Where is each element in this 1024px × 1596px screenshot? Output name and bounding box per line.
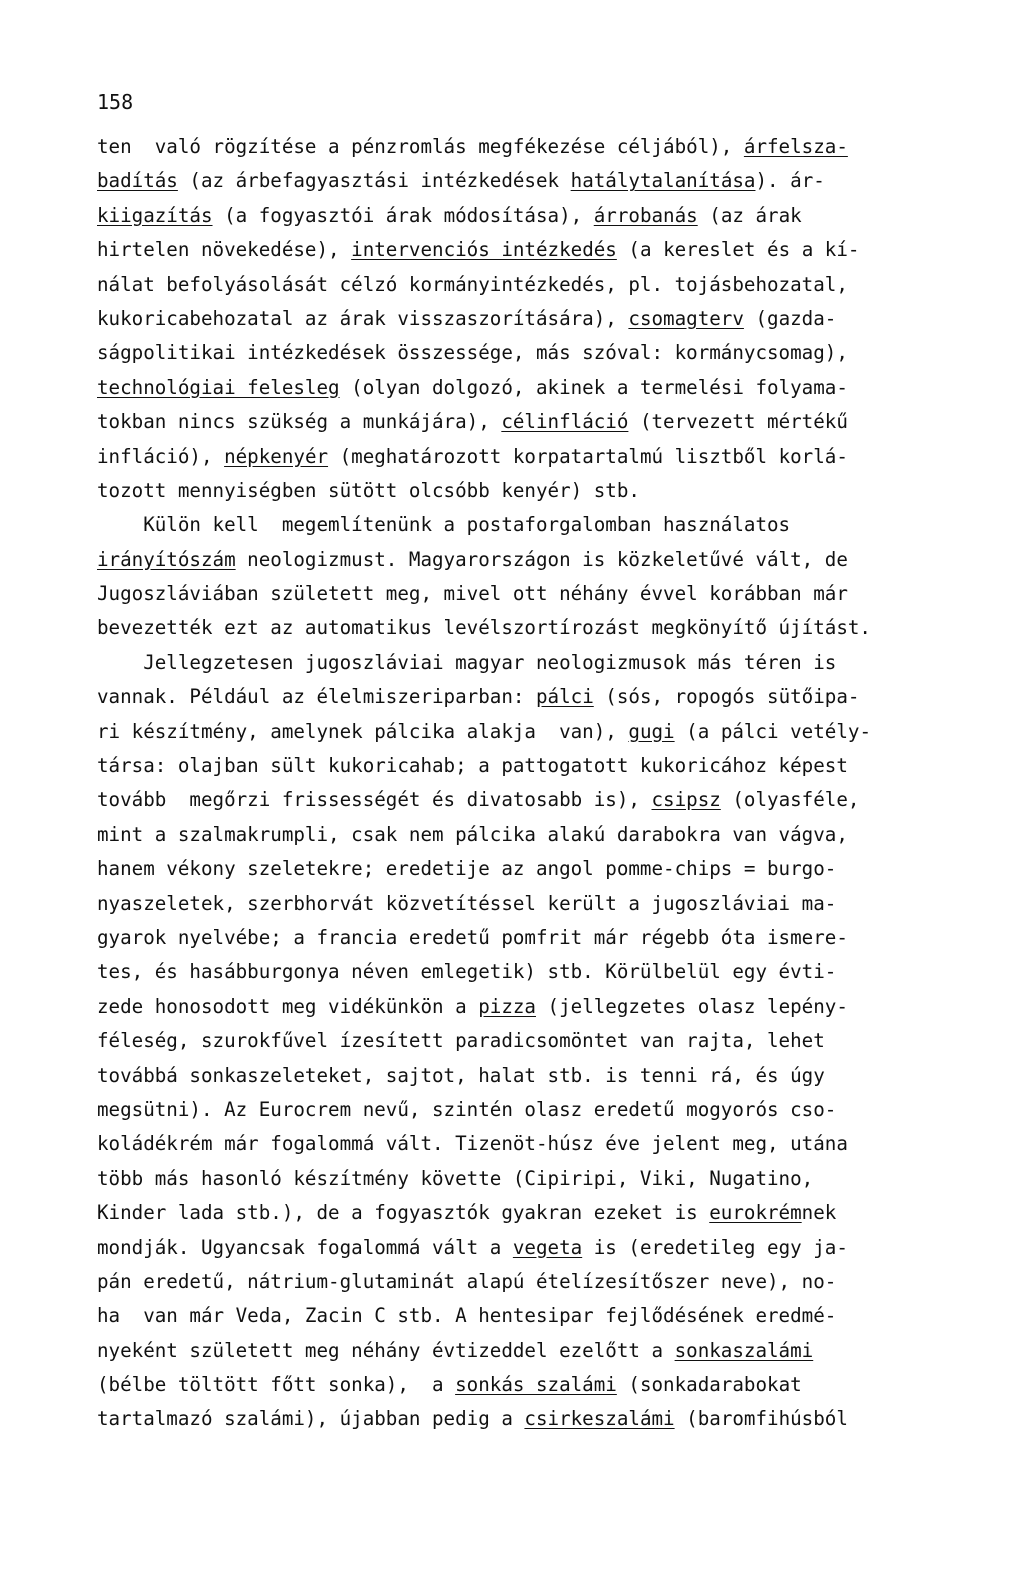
- text-run: (az árak: [697, 203, 802, 227]
- underlined-term: eurokrém: [709, 1201, 802, 1225]
- text-line: [97, 508, 977, 542]
- text-line: [97, 1334, 977, 1368]
- text-line: [97, 1231, 977, 1265]
- text-line: [97, 680, 977, 714]
- underlined-term: irányítószám: [97, 547, 236, 571]
- text-run: hirtelen növekedése),: [97, 238, 352, 262]
- underlined-term: csirkeszalámi: [524, 1407, 675, 1431]
- underlined-term: sonkás szalámi: [455, 1373, 617, 1397]
- underlined-term: technológiai felesleg: [97, 375, 340, 399]
- text-run: gyarok nyelvébe; a francia eredetű pomfrit már régebb óta ismere-: [97, 925, 848, 949]
- text-run: pán eredetű, nátrium-glutaminát alapú ételízesítőszer neve), no-: [97, 1269, 837, 1293]
- text-line: [97, 440, 977, 474]
- text-run: (baromfihúsból: [674, 1407, 848, 1431]
- text-run: tokban nincs szükség a munkájára),: [97, 410, 502, 434]
- text-line: [97, 1059, 977, 1093]
- text-line: [97, 1196, 977, 1230]
- text-line: [97, 1127, 977, 1161]
- text-run: is (eredetileg egy ja-: [582, 1235, 848, 1259]
- text-run: nyeként született meg néhány évtizeddel ezelőtt a: [97, 1338, 675, 1362]
- text-line: [97, 749, 977, 783]
- text-run: infláció),: [97, 444, 225, 468]
- text-line: [97, 921, 977, 955]
- text-run: Jellegzetesen jugoszláviai magyar neologizmusok más téren is: [97, 650, 837, 674]
- text-run: Jugoszláviában született meg, mivel ott néhány évvel korábban már: [97, 582, 848, 606]
- text-run: (sós, ropogós sütőipa-: [593, 685, 860, 709]
- text-run: vannak. Például az élelmiszeriparban:: [97, 685, 536, 709]
- text-run: (olyasféle,: [720, 788, 860, 812]
- text-run: (jellegzetes olasz lepény-: [535, 994, 848, 1018]
- text-run: ). ár-: [755, 169, 825, 193]
- text-line: [97, 887, 977, 921]
- text-line: [97, 1402, 977, 1436]
- underlined-term: hatálytalanítása: [570, 169, 756, 193]
- text-run: megsütni). Az Eurocrem nevű, szintén olasz eredetű mogyorós cso-: [97, 1097, 837, 1121]
- text-line: [97, 852, 977, 886]
- text-line: [97, 1093, 977, 1127]
- text-run: féleség, szurokfűvel ízesített paradicsomöntet van rajta, lehet: [97, 1029, 825, 1053]
- text-run: (meghatározott korpatartalmú lisztből korlá-: [328, 444, 848, 468]
- page-number: 158: [97, 90, 134, 114]
- text-run: nálat befolyásolását célzó kormányintézkedés, pl. tojásbehozatal,: [97, 272, 848, 296]
- underlined-term: sonkaszalámi: [674, 1338, 814, 1362]
- underlined-term: intervenciós intézkedés: [351, 238, 617, 262]
- text-line: [97, 405, 977, 439]
- text-run: neologizmust. Magyarországon is közkeletűvé vált, de: [235, 547, 848, 571]
- text-line: [97, 955, 977, 989]
- text-run: nyaszeletek, szerbhorvát közvetítéssel került a jugoszláviai ma-: [97, 891, 837, 915]
- text-line: [97, 611, 977, 645]
- text-run: ha van már Veda, Zacin C stb. A hentesipar fejlődésének eredmé-: [97, 1304, 837, 1328]
- text-run: kukoricabehozatal az árak visszaszorítására),: [97, 306, 629, 330]
- underlined-term: gugi: [628, 719, 675, 743]
- text-run: (olyan dolgozó, akinek a termelési folyama-: [339, 375, 848, 399]
- text-line: [97, 164, 977, 198]
- text-line: [97, 646, 977, 680]
- underlined-term: árrobanás: [593, 203, 698, 227]
- text-run: ságpolitikai intézkedések összessége, más szóval: kormánycsomag),: [97, 341, 848, 365]
- text-line: [97, 990, 977, 1024]
- text-run: (a fogyasztói árak módosítása),: [212, 203, 594, 227]
- text-line: [97, 1162, 977, 1196]
- text-line: [97, 130, 977, 164]
- underlined-term: kiigazítás: [97, 203, 213, 227]
- underlined-term: célinfláció: [501, 410, 629, 434]
- text-run: társa: olajban sült kukoricahab; a pattogatott kukoricához képest: [97, 754, 848, 778]
- text-run: Külön kell megemlítenünk a postaforgalomban használatos: [97, 513, 791, 537]
- text-line: [97, 577, 977, 611]
- text-run: (gazda-: [743, 306, 837, 330]
- body-text: [97, 130, 977, 1437]
- text-run: (a pálci vetély-: [674, 719, 871, 743]
- underlined-term: csipsz: [651, 788, 721, 812]
- text-run: ri készítmény, amelynek pálcika alakja van),: [97, 719, 629, 743]
- text-run: Kinder lada stb.), de a fogyasztók gyakran ezeket is: [97, 1201, 710, 1225]
- text-line: [97, 543, 977, 577]
- text-run: hanem vékony szeletekre; eredetije az angol pomme-chips = burgo-: [97, 857, 837, 881]
- text-run: (az árbefagyasztási intézkedések: [177, 169, 571, 193]
- text-run: bevezették ezt az automatikus levélszortírozást megkönyítő újítást.: [97, 616, 871, 640]
- text-run: ten való rögzítése a pénzromlás megfékezése céljából),: [97, 135, 744, 158]
- underlined-term: árfelsza-: [743, 135, 848, 158]
- text-run: nek: [801, 1201, 837, 1225]
- underlined-term: badítás: [97, 169, 178, 193]
- text-run: (a kereslet és a kí-: [616, 238, 860, 262]
- text-run: mondják. Ugyancsak fogalommá vált a: [97, 1235, 513, 1259]
- text-line: [97, 1299, 977, 1333]
- text-line: [97, 302, 977, 336]
- underlined-term: pizza: [478, 994, 536, 1018]
- text-line: [97, 199, 977, 233]
- text-run: tes, és hasábburgonya néven emlegetik) stb. Körülbelül egy évti-: [97, 960, 837, 984]
- text-line: [97, 233, 977, 267]
- text-run: tartalmazó szalámi), újabban pedig a: [97, 1407, 525, 1431]
- text-run: (tervezett mértékű: [628, 410, 848, 434]
- text-line: [97, 268, 977, 302]
- text-run: zede honosodott meg vidékünkön a: [97, 994, 479, 1018]
- text-line: [97, 1265, 977, 1299]
- text-run: (sonkadarabokat: [616, 1373, 802, 1397]
- text-run: (bélbe töltött főtt sonka), a: [97, 1373, 456, 1397]
- text-line: [97, 1368, 977, 1402]
- underlined-term: csomagterv: [628, 306, 744, 330]
- underlined-term: pálci: [535, 685, 594, 709]
- text-run: tozott mennyiségben sütött olcsóbb kenyér) stb.: [97, 478, 640, 502]
- text-run: koládékrém már fogalommá vált. Tizenöt-húsz éve jelent meg, utána: [97, 1132, 848, 1156]
- underlined-term: vegeta: [512, 1235, 583, 1259]
- underlined-term: népkenyér: [224, 444, 329, 468]
- text-line: [97, 818, 977, 852]
- text-run: továbbá sonkaszeleteket, sajtot, halat stb. is tenni rá, és úgy: [97, 1063, 825, 1087]
- text-line: [97, 715, 977, 749]
- text-line: [97, 783, 977, 817]
- text-run: tovább megőrzi frissességét és divatosabb is),: [97, 788, 652, 812]
- text-line: [97, 371, 977, 405]
- text-run: több más hasonló készítmény követte (Cipiripi, Viki, Nugatino,: [97, 1166, 814, 1190]
- text-line: [97, 336, 977, 370]
- text-line: [97, 474, 977, 508]
- text-run: mint a szalmakrumpli, csak nem pálcika alakú darabokra van vágva,: [97, 822, 848, 846]
- text-line: [97, 1024, 977, 1058]
